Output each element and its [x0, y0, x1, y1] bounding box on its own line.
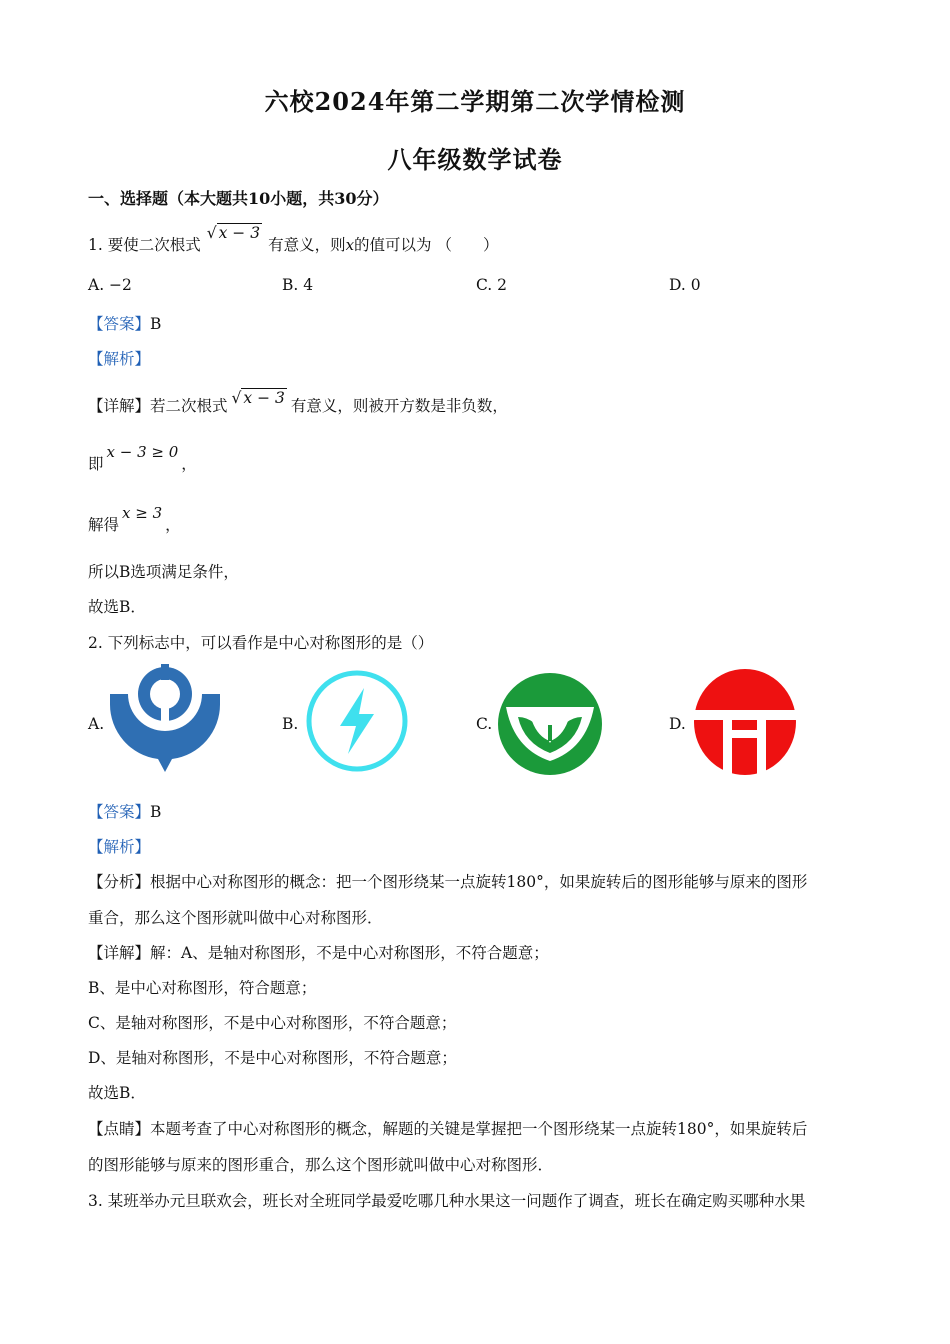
answer-line: 【答案】B — [88, 315, 162, 333]
detail-line-d: D、是轴对称图形，不是中心对称图形，不符合题意； — [88, 1049, 457, 1067]
fenxi-line-1: 【分析】根据中心对称图形的概念：把一个图形绕某一点旋转180°，如果旋转后的图形能够与原来的图形 — [88, 873, 808, 891]
logo-option-d-label: D. — [669, 715, 686, 733]
lightning-circle-icon — [304, 668, 410, 774]
logo-option-b-label: B. — [282, 715, 299, 733]
fenxi-line-2: 重合，那么这个图形就叫做中心对称图形． — [88, 909, 383, 927]
question-2-stem: 2. 下列标志中，可以看作是中心对称图形的是（） — [88, 634, 434, 652]
conclusion-line: 所以B选项满足条件， — [88, 563, 239, 581]
logo-option-c-label: C. — [476, 715, 493, 733]
option-d: D. 0 — [669, 276, 701, 294]
green-leaf-emblem-icon — [496, 671, 604, 777]
red-circle-emblem-icon — [693, 668, 797, 776]
radical-expression: √ x − 3 — [206, 224, 261, 242]
detail-line: 【详解】若二次根式 √ x − 3 有意义，则被开方数是非负数， — [88, 389, 508, 415]
dianjing-line-1: 【点睛】本题考查了中心对称图形的概念，解题的关键是掌握把一个图形绕某一点旋转180°，如果旋转后 — [88, 1120, 808, 1138]
detail-line-a: 【详解】解：A、是轴对称图形，不是中心对称图形，不符合题意； — [88, 944, 549, 962]
analysis-tag: 【解析】 — [88, 838, 151, 856]
answer-tag: 【答案】 — [88, 803, 151, 821]
analysis-tag: 【解析】 — [88, 350, 151, 368]
option-b: B. 4 — [282, 276, 314, 294]
detail-line-c: C、是轴对称图形，不是中心对称图形，不符合题意； — [88, 1014, 457, 1032]
page-subtitle: 八年级数学试卷 — [387, 145, 563, 174]
final-answer-line: 故选B． — [88, 598, 146, 616]
dianjing-line-2: 的图形能够与原来的图形重合，那么这个图形就叫做中心对称图形． — [88, 1156, 554, 1174]
answer-line: 【答案】B — [88, 803, 162, 821]
page-title: 六校2024年第二学期第二次学情检测 — [264, 87, 686, 116]
detail-line-b: B、是中心对称图形，符合题意； — [88, 979, 317, 997]
line-jiede: 解得x ≥ 3， — [88, 504, 181, 534]
blue-emblem-icon — [106, 664, 224, 776]
option-a: A. −2 — [88, 276, 132, 294]
line-ji: 即x − 3 ≥ 0， — [88, 443, 197, 473]
option-c: C. 2 — [476, 276, 508, 294]
logo-option-a-label: A. — [88, 715, 105, 733]
answer-tag: 【答案】 — [88, 315, 151, 333]
final-answer-line: 故选B． — [88, 1084, 146, 1102]
radical-expression: √ x − 3 — [231, 389, 285, 407]
question-3-stem: 3. 某班举办元旦联欢会，班长对全班同学最爱吃哪几种水果这一问题作了调查，班长在确定购买哪种水果 — [88, 1192, 806, 1210]
section-heading: 一、选择题（本大题共10小题，共30分） — [88, 189, 389, 208]
question-1-stem: 1. 要使二次根式√ x − 3有意义，则x的值可以为 （ ） — [88, 224, 499, 254]
